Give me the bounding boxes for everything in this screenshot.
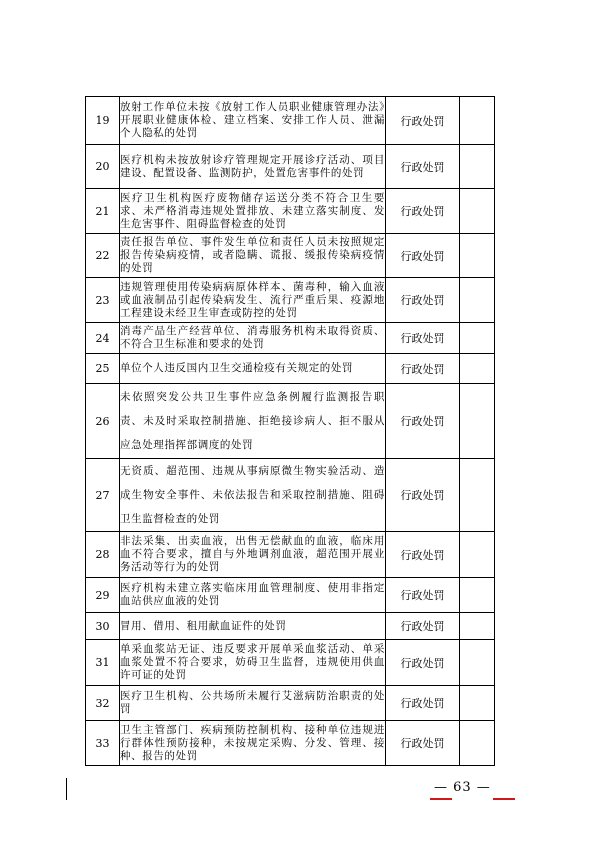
- penalty-item: 医疗卫生机构、公共场所未履行艾滋病防治职责的处罚: [120, 686, 386, 721]
- penalty-item: 责任报告单位、事件发生单位和责任人员未按照规定报告传染病疫情，或者隐瞒、谎报、缓报传染病疫情的处罚: [120, 234, 386, 278]
- row-number: 23: [86, 278, 120, 323]
- penalty-item: 卫生主管部门、疾病预防控制机构、接种单位违规进行群体性预防接种，未按规定采购、分发、管理、接种、报告的处罚: [120, 721, 386, 766]
- row-number: 25: [86, 354, 120, 384]
- penalty-item: 医疗机构未按放射诊疗管理规定开展诊疗活动、项目建设、配置设备、监测防护，处置危害事件的处罚: [120, 145, 386, 189]
- empty-cell: [460, 613, 495, 640]
- empty-cell: [460, 721, 495, 766]
- empty-cell: [460, 189, 495, 234]
- penalty-type: 行政处罚: [386, 459, 460, 532]
- penalty-item: 单位个人违反国内卫生交通检疫有关规定的处罚: [120, 354, 386, 384]
- table-row: [86, 613, 495, 640]
- empty-cell: [460, 323, 495, 354]
- red-underline-left: [430, 798, 452, 800]
- table-row: [86, 532, 495, 578]
- penalty-item: 医疗机构未建立落实临床用血管理制度、使用非指定血站供应血液的处罚: [120, 578, 386, 613]
- penalty-type: 行政处罚: [386, 613, 460, 640]
- table-row: [86, 323, 495, 354]
- empty-cell: [460, 234, 495, 278]
- empty-cell: [460, 354, 495, 384]
- table-row: [86, 97, 495, 145]
- table-row: [86, 234, 495, 278]
- table-row: [86, 384, 495, 459]
- row-number: 31: [86, 640, 120, 686]
- table-row: [86, 578, 495, 613]
- penalty-type: 行政处罚: [386, 721, 460, 766]
- empty-cell: [460, 384, 495, 459]
- table-row: [86, 459, 495, 532]
- penalty-item: 违规管理使用传染病病原体样本、菌毒种，输入血液或血液制品引起传染病发生、流行严重后果、疫源地工程建设未经卫生审查或防控的处罚: [120, 278, 386, 323]
- row-number: 22: [86, 234, 120, 278]
- penalty-type: 行政处罚: [386, 640, 460, 686]
- row-number: 26: [86, 384, 120, 459]
- penalty-item: 非法采集、出卖血液，出售无偿献血的血液，临床用血不符合要求，擅自与外地调剂血液，超范围开展业务活动等行为的处罚: [120, 532, 386, 578]
- table-row: [86, 354, 495, 384]
- penalty-item: 冒用、借用、租用献血证件的处罚: [120, 613, 386, 640]
- row-number: 21: [86, 189, 120, 234]
- penalty-type: 行政处罚: [386, 354, 460, 384]
- row-number: 20: [86, 145, 120, 189]
- empty-cell: [460, 145, 495, 189]
- empty-cell: [460, 459, 495, 532]
- penalty-item: 无资质、超范围、违规从事病原微生物实验活动、造成生物安全事件、未依法报告和采取控制措施、阻碍卫生监督检查的处罚: [120, 459, 386, 532]
- table-row: [86, 640, 495, 686]
- row-number: 32: [86, 686, 120, 721]
- penalty-type: 行政处罚: [386, 323, 460, 354]
- table-row: [86, 686, 495, 721]
- row-number: 24: [86, 323, 120, 354]
- penalty-type: 行政处罚: [386, 384, 460, 459]
- row-number: 33: [86, 721, 120, 766]
- table-row: [86, 721, 495, 766]
- penalty-type: 行政处罚: [386, 278, 460, 323]
- empty-cell: [460, 278, 495, 323]
- table-row: [86, 189, 495, 234]
- penalty-type: 行政处罚: [386, 532, 460, 578]
- penalty-item: 单采血浆站无证、违反要求开展单采血浆活动、单采血浆处置不符合要求，妨碍卫生监督，违规使用供血许可证的处罚: [120, 640, 386, 686]
- penalty-type: 行政处罚: [386, 97, 460, 145]
- table-row: [86, 145, 495, 189]
- empty-cell: [460, 640, 495, 686]
- penalty-type: 行政处罚: [386, 145, 460, 189]
- row-number: 29: [86, 578, 120, 613]
- table-row: [86, 278, 495, 323]
- empty-cell: [460, 532, 495, 578]
- empty-cell: [460, 686, 495, 721]
- administrative-penalty-table: [85, 96, 495, 766]
- penalty-item: 医疗卫生机构医疗废物储存运送分类不符合卫生要求、未严格消毒违规处置排放、未建立落实制度、发生危害事件、阻碍监督检查的处罚: [120, 189, 386, 234]
- footer-margin-rule: [66, 778, 67, 800]
- penalty-item: 放射工作单位未按《放射工作人员职业健康管理办法》开展职业健康体检、建立档案、安排工作人员、泄漏个人隐私的处罚: [120, 97, 386, 145]
- page-number: — 63 —: [434, 780, 491, 795]
- row-number: 27: [86, 459, 120, 532]
- penalty-item: 消毒产品生产经营单位、消毒服务机构未取得资质、不符合卫生标准和要求的处罚: [120, 323, 386, 354]
- empty-cell: [460, 97, 495, 145]
- penalty-type: 行政处罚: [386, 189, 460, 234]
- penalty-type: 行政处罚: [386, 234, 460, 278]
- red-underline-right: [493, 798, 515, 800]
- row-number: 30: [86, 613, 120, 640]
- penalty-item: 未依照突发公共卫生事件应急条例履行监测报告职责、未及时采取控制措施、拒绝接诊病人、拒不服从应急处理指挥部调度的处罚: [120, 384, 386, 459]
- penalty-type: 行政处罚: [386, 578, 460, 613]
- row-number: 28: [86, 532, 120, 578]
- penalty-type: 行政处罚: [386, 686, 460, 721]
- empty-cell: [460, 578, 495, 613]
- row-number: 19: [86, 97, 120, 145]
